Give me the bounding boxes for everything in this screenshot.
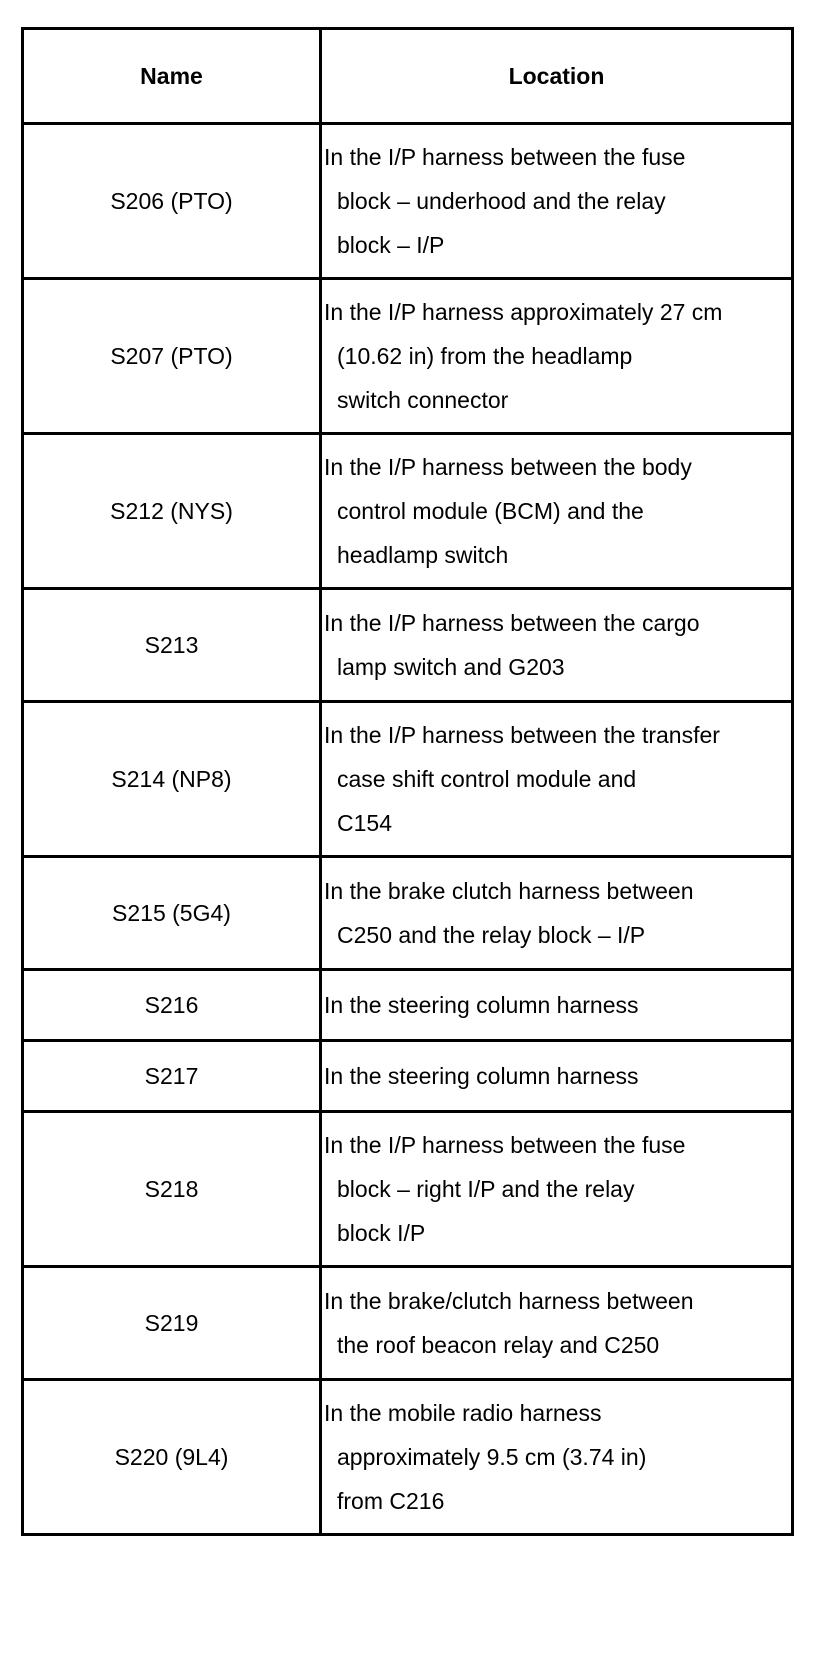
location-line: In the I/P harness approximately 27 cm [324,299,723,325]
table-row [23,1112,793,1267]
table-row [23,434,793,589]
splice-name: S217 [23,1041,321,1112]
splice-name: S218 [23,1112,321,1267]
table-row [23,702,793,857]
table-row [23,1041,793,1112]
location-line: approximately 9.5 cm (3.74 in) [337,1444,647,1470]
splice-location [321,1380,793,1535]
splice-name: S215 (5G4) [23,857,321,970]
location-line: block – I/P [337,232,445,258]
splice-location [321,124,793,279]
splice-location-table [21,27,794,1536]
location-line: In the mobile radio harness [324,1400,602,1426]
location-line: In the I/P harness between the transfer [324,722,720,748]
header-name: Name [23,29,321,124]
location-line: In the I/P harness between the body [324,454,692,480]
splice-location [321,970,793,1041]
location-line: switch connector [337,387,509,413]
table-row [23,857,793,970]
header-location: Location [321,29,793,124]
location-line: block – underhood and the relay [337,188,666,214]
table-row [23,589,793,702]
location-line: headlamp switch [337,542,509,568]
location-line: In the I/P harness between the cargo [324,610,700,636]
splice-name: S220 (9L4) [23,1380,321,1535]
location-line: the roof beacon relay and C250 [337,1332,660,1358]
splice-location [321,1267,793,1380]
splice-name: S214 (NP8) [23,702,321,857]
location-line: In the steering column harness [324,1063,639,1089]
location-line: (10.62 in) from the headlamp [337,343,633,369]
splice-name: S206 (PTO) [23,124,321,279]
splice-name: S219 [23,1267,321,1380]
splice-location [321,279,793,434]
location-line: C250 and the relay block – I/P [337,922,646,948]
splice-location [321,1112,793,1267]
splice-location [321,702,793,857]
location-line: In the steering column harness [324,992,639,1018]
location-line: In the brake clutch harness between [324,878,694,904]
splice-location [321,434,793,589]
table-row [23,1267,793,1380]
location-line: C154 [337,810,392,836]
location-line: block – right I/P and the relay [337,1176,635,1202]
table-row [23,279,793,434]
header-row [23,29,793,124]
location-line: block I/P [337,1220,426,1246]
splice-name: S216 [23,970,321,1041]
splice-location [321,1041,793,1112]
splice-name: S212 (NYS) [23,434,321,589]
location-line: control module (BCM) and the [337,498,644,524]
location-line: In the I/P harness between the fuse [324,1132,686,1158]
splice-name: S213 [23,589,321,702]
location-line: lamp switch and G203 [337,654,565,680]
table-row [23,124,793,279]
splice-location [321,857,793,970]
location-line: case shift control module and [337,766,637,792]
table-row [23,970,793,1041]
location-line: In the brake/clutch harness between [324,1288,694,1314]
splice-name: S207 (PTO) [23,279,321,434]
location-line: In the I/P harness between the fuse [324,144,686,170]
table-row [23,1380,793,1535]
location-line: from C216 [337,1488,445,1514]
splice-location [321,589,793,702]
